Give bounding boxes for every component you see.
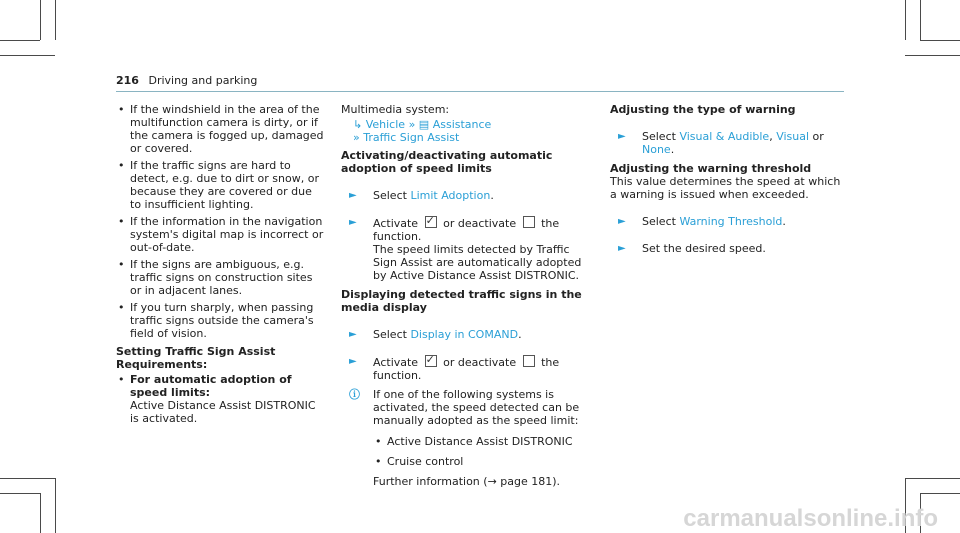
info-note (341, 388, 591, 488)
step: ► Select Display in COMAND. (349, 328, 522, 341)
list-item: • Active Distance Assist DISTRONIC (373, 435, 591, 448)
checkbox-empty-icon (523, 216, 535, 228)
list-item: • Cruise control (373, 455, 591, 468)
crop-mark (920, 493, 960, 494)
step-arrow-icon: ► (618, 216, 626, 227)
checkbox-checked-icon (425, 355, 437, 367)
threshold-description: This value determines the speed at which a warning is issued when exceeded. (610, 175, 841, 201)
list-item: • If you turn sharply, when passing traffic signs outside the camera's field of vision. (116, 301, 326, 340)
column-right (610, 103, 850, 261)
option-none: None (642, 143, 671, 156)
step: ► Activate ✓ or deactivate the function. (341, 355, 591, 382)
return-arrow-icon: ↳ (353, 118, 363, 131)
threshold-heading: Adjusting the warning threshold (610, 162, 812, 175)
double-chevron-icon: » (408, 118, 416, 131)
option-display-in-comand: Display in COMAND (410, 328, 519, 341)
page-header (116, 74, 844, 87)
crop-mark (905, 55, 960, 56)
info-icon: ⓘ (349, 388, 360, 401)
conditions-list (116, 103, 326, 340)
menu-path-line-2 (341, 131, 591, 144)
crop-mark (55, 478, 56, 533)
step-arrow-icon: ► (349, 217, 357, 228)
option-limit-adoption: Limit Adoption (410, 189, 491, 202)
option-visual: Visual (776, 130, 810, 143)
list-item: • If the signs are ambiguous, e.g. traffic signs on construction sites or in adjacent lanes. (116, 258, 326, 297)
auto-description: The speed limits detected by Traffic Sign Assist are automatically adopted by Active Distance Assist DISTRONIC. (373, 243, 582, 282)
info-list (373, 435, 591, 468)
header-rule (116, 91, 844, 92)
menu-traffic-sign-assist: Traffic Sign Assist (363, 131, 460, 144)
requirements-list (116, 373, 326, 425)
crop-mark (0, 493, 40, 494)
crop-mark (55, 0, 56, 40)
list-item: • If the windshield in the area of the multifunction camera is dirty, or if the camera is fogged up, damaged or covered. (116, 103, 326, 155)
crop-mark (0, 55, 55, 56)
crop-mark (40, 0, 41, 40)
further-info: Further information (→ page 181). (373, 475, 561, 488)
step-arrow-icon: ► (349, 329, 357, 340)
step (610, 242, 850, 255)
crop-mark (920, 40, 960, 41)
watermark: carmanualsonline.info (683, 505, 938, 532)
set-speed-text: Set the desired speed. (642, 242, 766, 255)
list-item: • If the traffic signs are hard to detect, e.g. due to dirt or snow, or because they are covered or due to insufficient lighting. (116, 159, 326, 211)
option-visual-audible: Visual & Audible (679, 130, 770, 143)
auto-adoption-heading: Activating/deactivating automatic adoption of speed limits (341, 149, 553, 175)
warning-type-heading: Adjusting the type of warning (610, 103, 796, 116)
step-arrow-icon: ► (618, 131, 626, 142)
step: ► Activate ✓ or deactivate the function. The speed limits detected by Traffic Sign Assist are automatically adopted by Active Distance Assist DISTRONIC. (341, 216, 591, 282)
requirement-title: For automatic adoption of speed limits: (130, 373, 292, 399)
requirements-label: Requirements: (116, 358, 208, 371)
section-title: Driving and parking (148, 74, 258, 87)
checkbox-empty-icon (523, 355, 535, 367)
checkbox-checked-icon (425, 216, 437, 228)
system-label: Multimedia system: (341, 103, 450, 116)
list-item: • If the information in the navigation system's digital map is incorrect or out-of-date. (116, 215, 326, 254)
requirement-text: Active Distance Assist DISTRONIC is activated. (130, 399, 316, 425)
list-item (116, 373, 326, 425)
step: ► Select Visual & Audible, Visual or None. (618, 130, 824, 156)
crop-mark (905, 0, 906, 40)
step: ► Select Warning Threshold. (618, 215, 786, 228)
column-left (116, 103, 326, 429)
step-arrow-icon: ► (349, 356, 357, 367)
option-warning-threshold: Warning Threshold (679, 215, 783, 228)
double-chevron-icon: » (353, 131, 360, 144)
page-number: 216 (116, 74, 139, 87)
crop-mark (920, 0, 921, 40)
step-arrow-icon: ► (349, 190, 357, 201)
menu-path-line-1 (341, 118, 591, 131)
column-middle (341, 103, 591, 488)
crop-mark (40, 493, 41, 533)
display-heading: Displaying detected traffic signs in the media display (341, 288, 582, 314)
setting-heading: Setting Traffic Sign Assist (116, 345, 276, 358)
crop-mark (0, 40, 40, 41)
menu-vehicle: Vehicle (365, 118, 406, 131)
step-arrow-icon: ► (618, 243, 626, 254)
info-text: If one of the following systems is activated, the speed detected can be manually adopted as the speed limit: (373, 388, 580, 427)
assistance-car-icon: ▤ (418, 118, 430, 131)
menu-assistance: Assistance (432, 118, 492, 131)
crop-mark (0, 478, 55, 479)
crop-mark (905, 478, 960, 479)
step: ► Select Limit Adoption. (349, 189, 494, 202)
